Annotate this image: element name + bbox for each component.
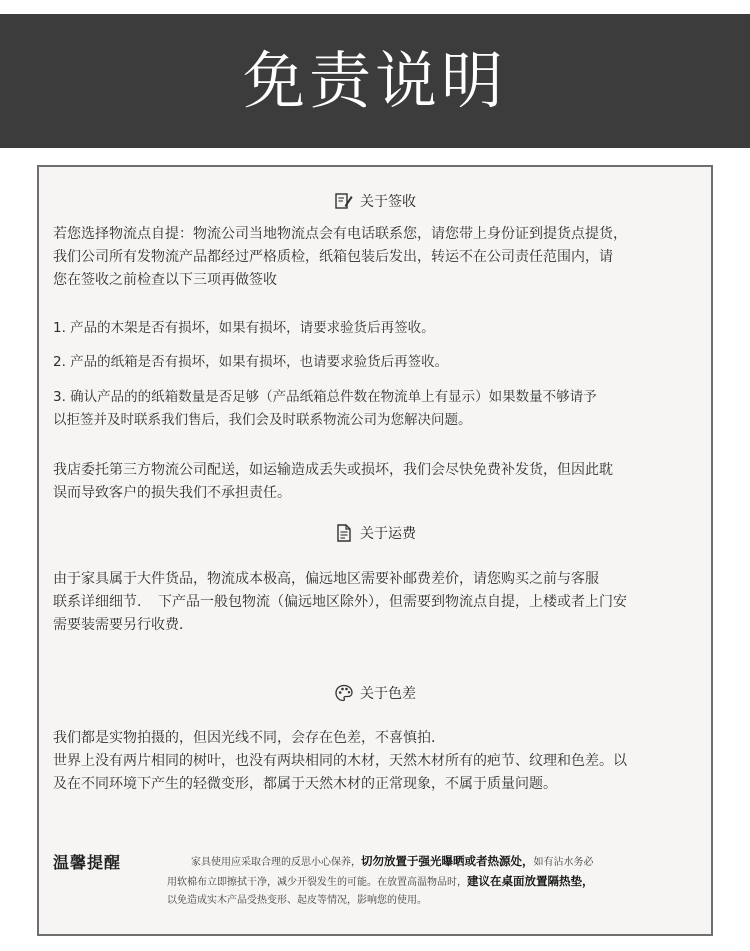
shipping-text (53, 568, 703, 637)
section-title-color: 关于色差 (360, 686, 416, 702)
tips-line-2 (167, 873, 594, 891)
text-line: 需要装需要另行收费． (53, 617, 193, 633)
text-line: 我店委托第三方物流公司配送，如运输造成丢失或损坏，我们会尽快免费补发货，但因此耽 (53, 462, 613, 478)
sign-check-item-2 (53, 351, 703, 374)
text-line: 2. 产品的纸箱是否有损坏，如果有损坏，也请要求验货后再签收。 (53, 354, 449, 370)
text-line: 1. 产品的木架是否有损坏，如果有损坏，请要求验货后再签收。 (53, 320, 435, 336)
tips-emphasis: 切勿放置于强光曝晒或者热源处， (361, 854, 534, 868)
color-text (53, 727, 703, 796)
tips-text: 以免造成实木产品受热变形、起皮等情况，影响您的使用。 (167, 895, 427, 906)
tips-text: 如有沾水务必 (533, 857, 594, 868)
text-line: 若您选择物流点自提：物流公司当地物流点会有电话联系您，请您带上身份证到提货点提货， (53, 226, 627, 242)
tips-text: 用软棉布立即擦拭干净，减少开裂发生的可能。在放置高温物品时， (167, 877, 467, 888)
tips-line-1 (191, 853, 594, 871)
sign-check-item-1 (53, 317, 703, 340)
palette-icon (334, 683, 354, 703)
document-icon (334, 523, 354, 543)
tips-text: 家具使用应采取合理的反思小心保养， (191, 857, 361, 868)
tips-emphasis: 建议在桌面放置隔热垫， (467, 874, 594, 888)
section-header-sign (39, 189, 711, 213)
tips-title: 温馨提醒 (53, 853, 122, 872)
text-line: 由于家具属于大件货品，物流成本极高，偏远地区需要补邮费差价，请您购买之前与客服 (53, 571, 599, 587)
header-banner (0, 14, 750, 148)
disclaimer-panel (37, 165, 713, 936)
sign-intro (53, 223, 703, 292)
text-line: 我们公司所有发物流产品都经过严格质检，纸箱包装后发出，转运不在公司责任范围内，请 (53, 249, 613, 265)
tips-line-3 (167, 893, 427, 909)
sign-check-item-3 (53, 386, 703, 432)
text-line: 联系详细细节． 下产品一般包物流（偏远地区除外），但需要到物流点自提，上楼或者上门安 (53, 594, 627, 610)
text-line: 误而导致客户的损失我们不承担责任。 (53, 485, 291, 501)
section-title-shipping: 关于运费 (360, 526, 416, 542)
text-line: 您在签收之前检查以下三项再做签收 (53, 272, 277, 288)
section-header-color (39, 681, 711, 705)
page-title: 免责说明 (242, 44, 507, 117)
text-line: 及在不同环境下产生的轻微变形，都属于天然木材的正常现象，不属于质量问题。 (53, 776, 557, 792)
section-title-sign: 关于签收 (360, 194, 416, 210)
text-line: 3. 确认产品的的纸箱数量是否足够（产品纸箱总件数在物流单上有显示）如果数量不够请予 (53, 389, 597, 405)
pen-paper-icon (334, 191, 354, 211)
text-line: 世界上没有两片相同的树叶，也没有两块相同的木材，天然木材所有的疤节、纹理和色差。以 (53, 753, 627, 769)
sign-notice (53, 459, 703, 505)
text-line: 以拒签并及时联系我们售后，我们会及时联系物流公司为您解决问题。 (53, 412, 472, 428)
section-header-shipping (39, 521, 711, 545)
text-line: 我们都是实物拍摄的，但因光线不同，会存在色差，不喜慎拍． (53, 730, 445, 746)
